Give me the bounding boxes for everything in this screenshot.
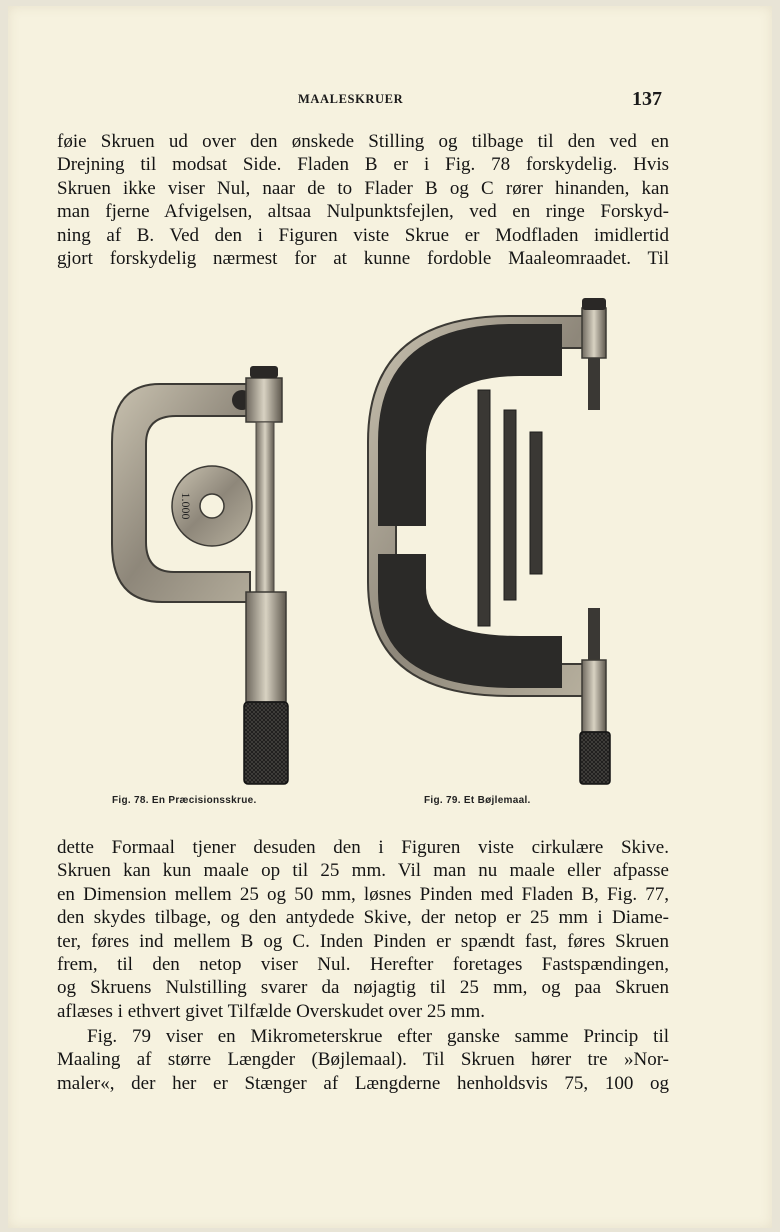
text-line: man fjerne Afvigelsen, altsaa Nulpunktsfejlen, ved en ringe Forskyd- xyxy=(57,201,669,223)
text-line: Drejning til modsat Side. Fladen B er i Fig. 78 forskydelig. Hvis xyxy=(57,154,669,176)
fig78-anvil-block xyxy=(246,378,282,422)
caption-fig79: Fig. 79. Et Bøjlemaal. xyxy=(424,795,531,806)
text-line: en Dimension mellem 25 og 50 mm, løsnes Pinden med Fladen B, Fig. 77, xyxy=(57,883,669,905)
text-line: og Skruens Nulstilling svarer da nøjagtig til 25 mm, og paa Skruen xyxy=(57,977,669,999)
caption-fig78: Fig. 78. En Præcisionsskrue. xyxy=(112,795,257,806)
figure-illustrations xyxy=(90,292,650,792)
paragraph-middle xyxy=(57,836,669,1023)
fig78-setting-disc xyxy=(172,466,252,546)
text-line: Skruen kan kun maale op til 25 mm. Vil man nu maale eller afpasse xyxy=(57,860,669,882)
text-line: ter, føres ind mellem B og C. Inden Pinden er spændt fast, føres Skruen xyxy=(57,930,669,952)
text-line: ning af B. Ved den i Figuren viste Skrue er Modfladen imidlertid xyxy=(57,224,669,246)
fig78-sleeve xyxy=(246,592,286,702)
fig79-sleeve xyxy=(582,660,606,732)
text-line: den skydes tilbage, og den antydede Skive, der netop er 25 mm i Diame- xyxy=(57,907,669,929)
text-line: maler«, der her er Stænger af Længderne henholdsvis 75, 100 og xyxy=(57,1072,669,1094)
text-line: aflæses i ethvert givet Tilfælde Overskudet over 25 mm. xyxy=(57,1000,485,1022)
text-line: Fig. 79 viser en Mikrometerskrue efter ganske samme Princip til xyxy=(87,1026,669,1047)
fig79-upper-anvil xyxy=(582,308,606,358)
fig79-thimble xyxy=(580,732,610,784)
fig78-micrometer xyxy=(112,366,288,784)
fig79-standard-rod-75 xyxy=(478,390,490,626)
text-line: Maaling af større Længder (Bøjlemaal). Til Skruen hører tre »Nor- xyxy=(57,1049,669,1071)
fig78-disc-label: 1.000 xyxy=(179,492,193,520)
fig78-thimble xyxy=(244,702,288,784)
page-number: 137 xyxy=(632,88,662,110)
paragraph-top xyxy=(57,130,669,270)
fig79-caliper xyxy=(368,298,610,784)
running-title: MAALESKRUER xyxy=(298,92,404,106)
text-line: gjort forskydelig nærmest for at kunne fordoble Maaleomraadet. Til xyxy=(57,248,669,270)
text-line: dette Formaal tjener desuden den i Figuren viste cirkulære Skive. xyxy=(57,837,669,858)
paragraph-bottom xyxy=(57,1025,669,1095)
text-line: Skruen ikke viser Nul, naar de to Flader B og C rører hinanden, kan xyxy=(57,177,669,199)
text-line: frem, til den netop viser Nul. Herefter foretages Fastspændingen, xyxy=(57,954,669,976)
text-line: føie Skruen ud over den ønskede Stilling og tilbage til den ved en xyxy=(57,131,669,152)
fig79-standard-rod-100 xyxy=(504,410,516,600)
fig79-standard-rod-125 xyxy=(530,432,542,574)
